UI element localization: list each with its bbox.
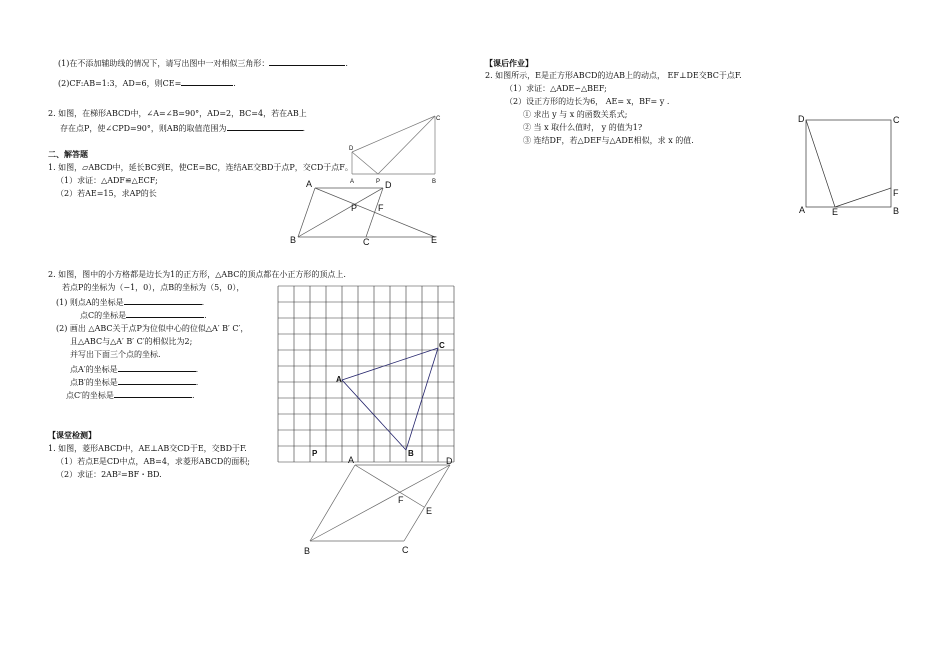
rhombus-label-b: B [304,546,311,556]
para-seg-bd [298,188,383,237]
para-label-e: E [431,235,438,245]
para-label-a: A [306,179,313,189]
trap-label-b: B [432,179,437,185]
rhombus-label-a: A [348,455,355,465]
rhombus-edge-ba [310,465,355,541]
grid-label-b: B [408,449,414,458]
homework-b2: ② 当 x 取什么值时， y 的值为1? [523,123,643,132]
trap-label-p: P [376,179,381,185]
grid-label-c: C [439,341,445,350]
para-label-f: F [378,203,384,213]
homework-stem: 2. 如图所示，E是正方形ABCD的边AB上的动点， EF⊥DE交BC于点F. [485,71,742,80]
grid-q-l6: 并写出下面三个点的坐标. [70,350,161,359]
rhombus-edge-dc [404,465,450,541]
square-figure [796,112,906,220]
para-label-p: P [351,203,358,213]
prev-q-part2: (2)CF:AB=1:3，AD=6，则CE= . [58,79,236,88]
grid-q-l4: (2) 画出 △ABC关于点P为位似中心的位似△A′ B′ C′， [56,324,249,333]
para-seg-ae [315,188,435,237]
trap-edge-cd [352,116,435,152]
grid-q-l2: (1) 则点A的坐标是 . [56,298,205,307]
square-label-f: F [893,188,899,198]
section-title: 二、解答题 [48,149,88,159]
homework-b1: ① 求出 y 与 x 的函数关系式; [523,110,628,119]
q2-line2: 存在点P，使∠CPD=90°，则AB的取值范围为 . [60,124,306,133]
square-outline [806,120,891,207]
homework-b3: ③ 连结DF，若△DEF与△ADE相似，求 x 的值. [523,136,694,145]
square-label-c: C [893,115,900,125]
trap-label-c: C [436,116,441,122]
square-label-e: E [832,207,839,217]
grid-label-p: P [312,449,318,458]
square-seg-ef [835,188,891,207]
grid-lines [278,286,454,462]
trap-label-a: A [350,179,355,185]
homework-b: （2）设正方形的边长为6， AE= x，BF= y . [505,97,670,106]
rhombus-label-d: D [446,456,453,466]
para-label-b: B [290,235,297,245]
para-label-c: C [363,237,370,247]
square-label-b: B [893,206,900,216]
class-test-a: （1）若点E是CD中点，AB=4，求菱形ABCD的面积; [56,457,250,466]
square-label-a: A [799,205,806,215]
square-label-d: D [798,114,805,124]
rhombus-figure [300,455,465,560]
grid-q-l9: 点C′的坐标是 . [66,391,195,400]
grid-q-l1: 若点P的坐标为（−1，0），点B的坐标为（5，0）， [62,283,245,292]
rhombus-label-e: E [426,506,433,516]
trap-label-d: D [349,146,354,152]
rhombus-label-c: C [402,545,409,555]
q2-line1: 2. 如图，在梯形ABCD中，∠A=∠B=90°，AD=2，BC=4，若在AB上 [48,109,307,118]
rhombus-seg-ae [355,465,424,507]
grid-q-l5: 且△ABC与△A′ B′ C′的相似比为2; [70,337,193,346]
grid-q-l7: 点A′的坐标是 . [70,365,199,374]
prev-q-part1: (1)在不添加辅助线的情况下，请写出图中一对相似三角形： . [58,59,348,68]
homework-a: （1）求证：△ADE∽△BEF; [505,84,607,93]
grid-q-l3: 点C的坐标是 . [80,311,207,320]
class-test-b: （2）求证：2AB²=BF・BD. [56,470,162,479]
grid-q-l8: 点B′的坐标是 . [70,378,199,387]
grid-label-a: A [336,375,342,384]
s2-q1-stem: 1. 如图，▱ABCD中，延长BC到E，使CE=BC，连结AE交BD于点P，交CD于点F。 [48,163,353,172]
s2-q1-a: （1）求证：△ADF≌△ECF; [56,176,158,185]
grid-figure [278,286,460,468]
grid-q-stem: 2. 如图，图中的小方格都是边长为1的正方形，△ABC的顶点都在小正方形的顶点上. [48,270,346,279]
class-test-stem: 1. 如图，菱形ABCD中，AE⊥AB交CD于E，交BD于F. [48,444,247,453]
class-test-title: 【课堂检测】 [48,430,96,440]
s2-q1-b: （2）若AE=15，求AP的长 [56,189,157,198]
rhombus-label-f: F [398,495,404,505]
para-edge-ab [298,188,315,237]
rhombus-diag-bd [310,465,450,541]
parallelogram-figure [290,165,460,255]
homework-title: 【课后作业】 [485,58,533,68]
square-seg-de [806,120,835,207]
para-label-d: D [385,180,392,190]
